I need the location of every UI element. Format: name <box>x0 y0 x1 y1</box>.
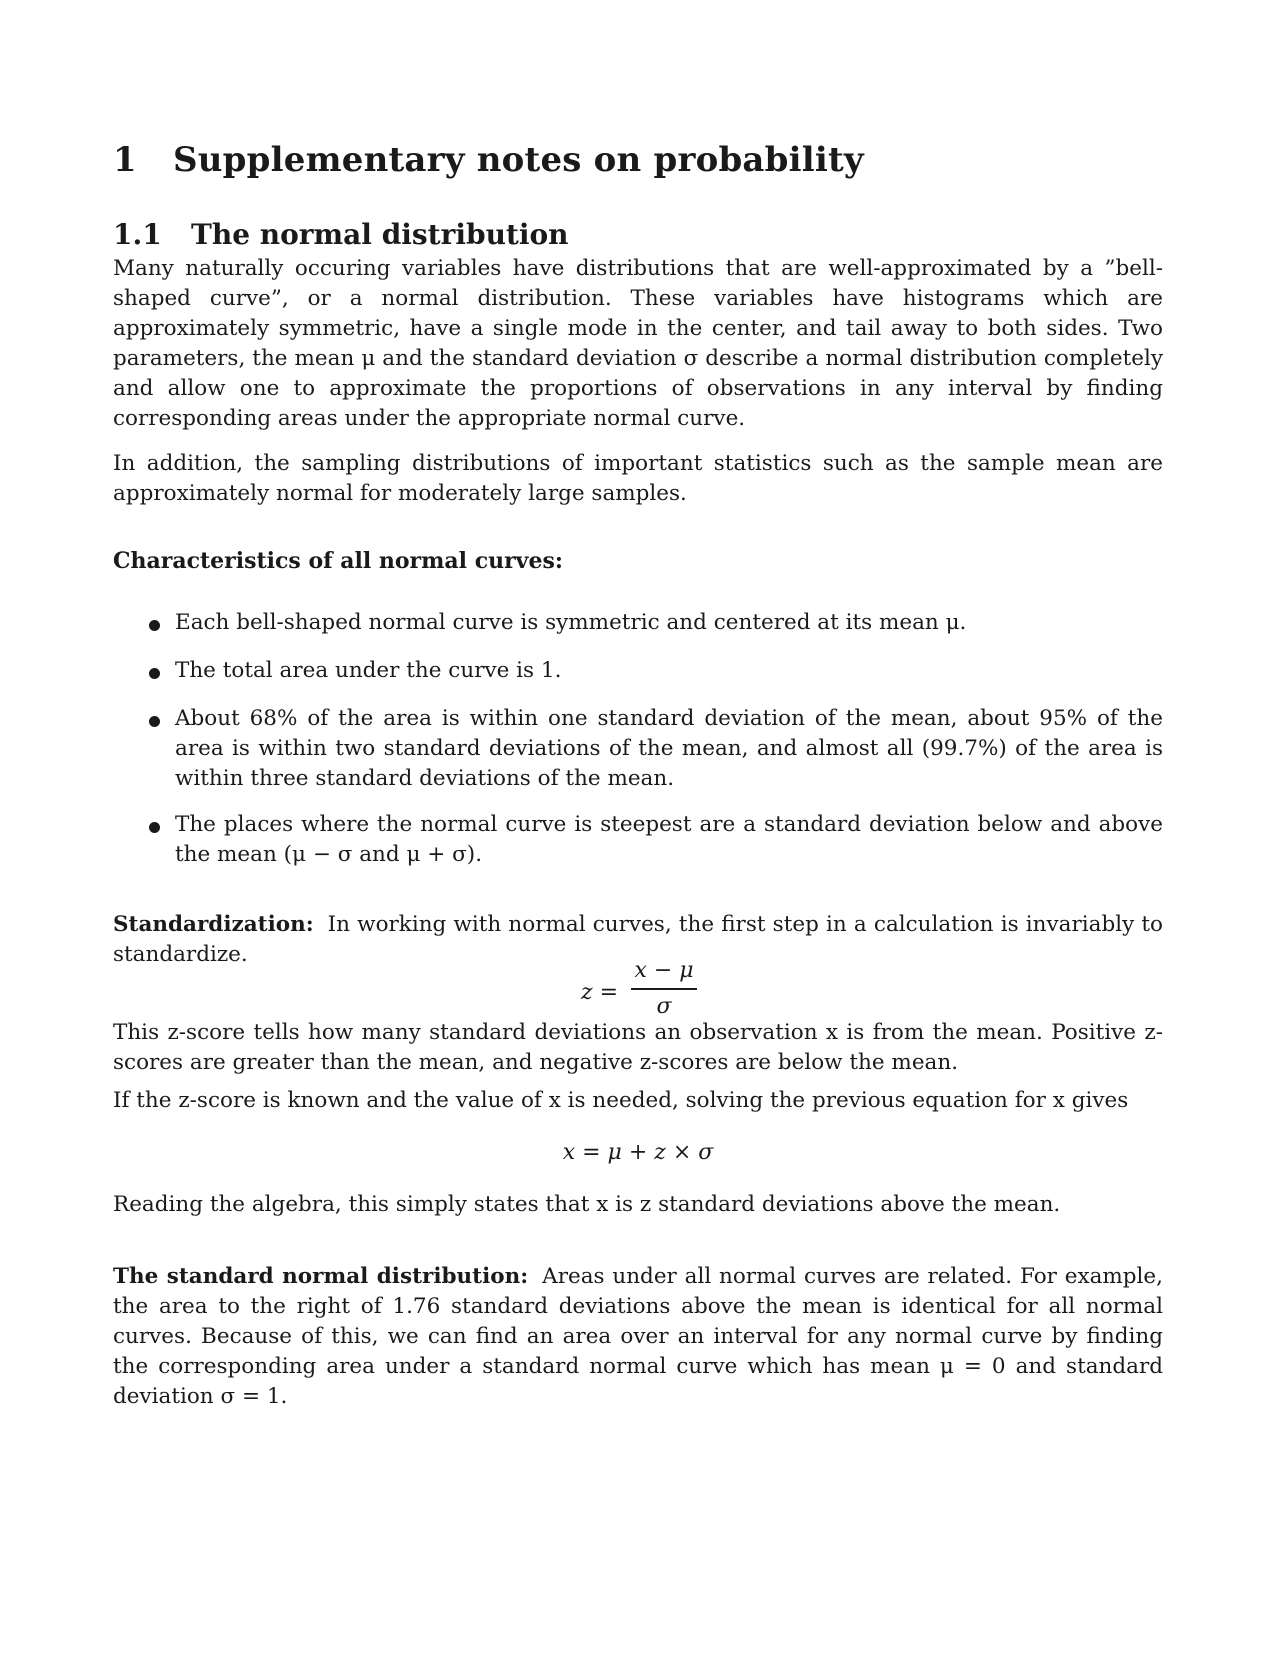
solve-paragraph: If the z-score is known and the value of x is needed, solving the previous equation for x gives <box>113 1088 1129 1113</box>
bullet-icon <box>149 716 160 727</box>
list-item-text: The total area under the curve is 1. <box>175 658 562 683</box>
subsection-number: 1.1 <box>113 218 162 251</box>
subsection-title <box>113 218 569 251</box>
bullet-icon <box>149 822 160 833</box>
subsection-title-text: The normal distribution <box>191 218 569 251</box>
equation-numerator: x − μ <box>634 958 694 983</box>
z-score-paragraph: This z-score tells how many standard deviations an observation x is from the mean. Positive z-scores are greater than the mean, and negative z-scores are below the mean. <box>113 1020 1163 1075</box>
characteristics-heading: Characteristics of all normal curves: <box>113 548 563 574</box>
x-equation: x = μ + z × σ <box>562 1140 714 1165</box>
section-number: 1 <box>113 140 137 180</box>
intro-paragraph-1: Many naturally occuring variables have distributions that are well-approximated by a ”bell-shaped curve”, or a normal distribution. These variables have histograms which are approximately symmetric, have a single mode in the center, and tail away to both sides. Two parameters, the mean μ and the standard deviation σ describe a normal distribution completely and allow one to approximate the proportions of observations in any interval by finding corresponding areas under the appropriate normal curve. <box>113 256 1163 431</box>
list-item-text: Each bell-shaped normal curve is symmetric and centered at its mean μ. <box>175 610 967 635</box>
intro-paragraph-2: In addition, the sampling distributions of important statistics such as the sample mean are approximately normal for moderately large samples. <box>113 451 1163 506</box>
list-item-text: About 68% of the area is within one standard deviation of the mean, about 95% of the area is within two standard deviations of the mean, and almost all (99.7%) of the area is within three standard deviations of the mean. <box>175 706 1163 791</box>
bullet-icon <box>149 668 160 679</box>
standardization-heading: Standardization: <box>113 912 314 937</box>
bullet-icon <box>149 620 160 631</box>
section-title-text: Supplementary notes on probability <box>173 140 864 180</box>
standard-normal-paragraph <box>113 1262 1163 1412</box>
equation-denominator: σ <box>656 994 672 1019</box>
fraction-bar <box>631 988 697 990</box>
equation-lhs: z = <box>581 980 619 1005</box>
standard-normal-heading: The standard normal distribution: <box>113 1264 529 1289</box>
section-title <box>113 140 864 180</box>
standard-normal-text: Areas under all normal curves are related. For example, the area to the right of 1.76 standard deviations above the mean is identical for all normal curves. Because of this, we can find an area over an interval for any normal curve by finding the corresponding area under a standard normal curve which has mean μ = 0 and standard deviation σ = 1. <box>113 1264 1163 1409</box>
standardization-text: In working with normal curves, the first step in a calculation is invariably to standardize. <box>113 912 1163 967</box>
list-item-text: The places where the normal curve is steepest are a standard deviation below and above the mean (μ − σ and μ + σ). <box>175 812 1163 867</box>
reading-paragraph: Reading the algebra, this simply states that x is z standard deviations above the mean. <box>113 1192 1061 1217</box>
